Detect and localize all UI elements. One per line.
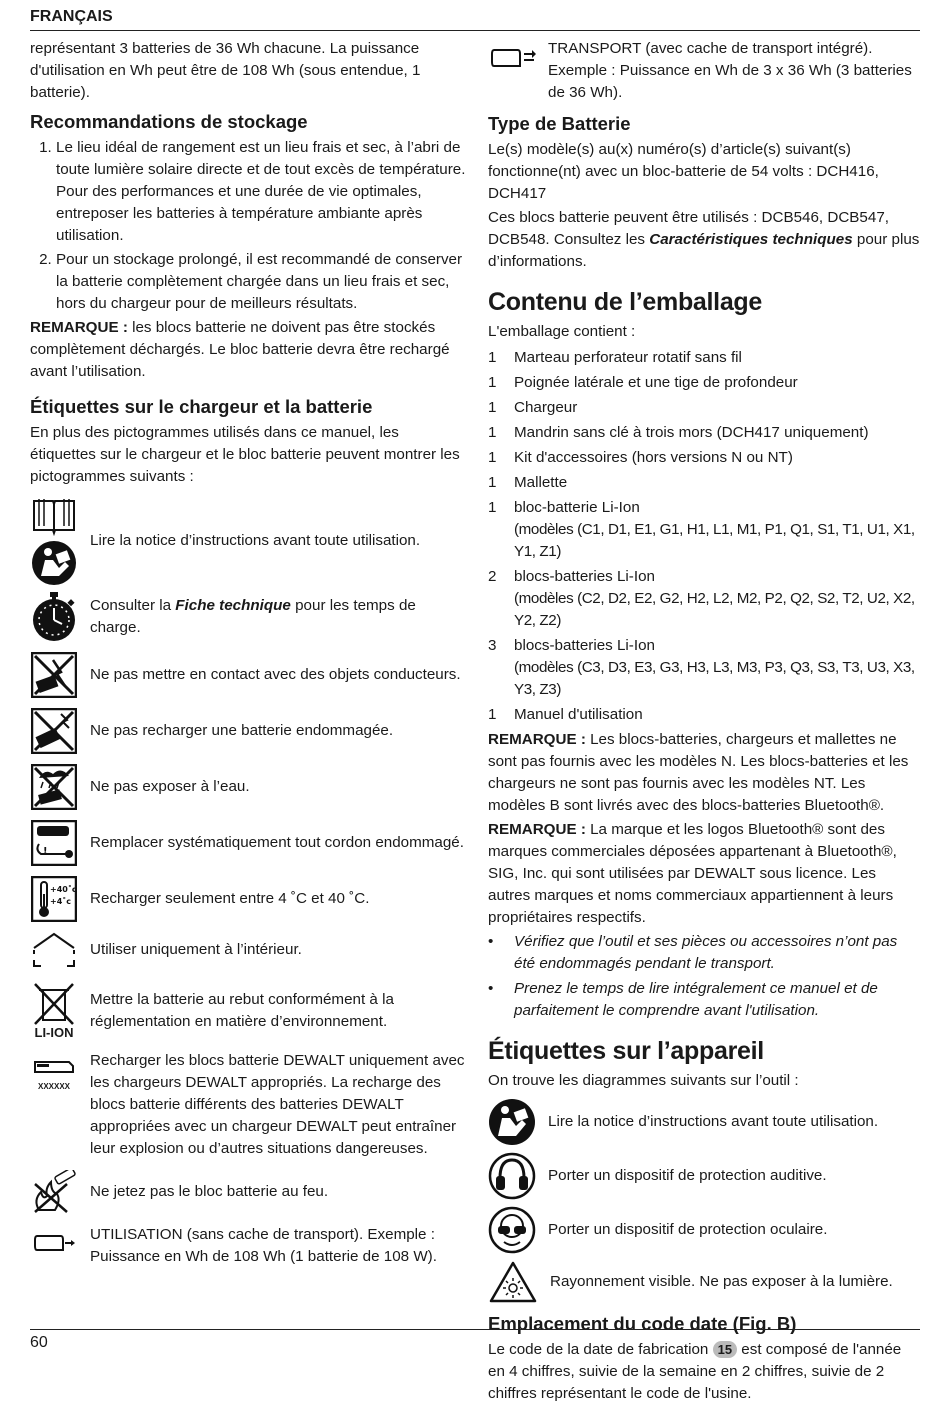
- storage-note: [30, 317, 466, 383]
- battery-type-compat: Ces blocs batterie peuvent être utilisés : DCB546, DCB547, DCB548. Consultez les Caractéristiques techniques pour plus d’informations.: [488, 209, 920, 270]
- battery-type-heading: Type de Batterie: [488, 113, 631, 134]
- bullet-item: • Prenez le temps de lire intégralement ce manuel et de parfaitement le comprendre avant l'utilisation.: [488, 978, 922, 1022]
- package-item: 1 Mallette: [488, 474, 568, 491]
- package-item: 1 Marteau perforateur rotatif sans fil: [488, 349, 742, 366]
- language-label: FRANÇAIS: [30, 8, 113, 25]
- eye-protection-icon: [488, 1206, 536, 1254]
- package-item: 1 Mandrin sans clé à trois mors (DCH417 uniquement): [488, 424, 869, 441]
- device-picto-radiation: [488, 1260, 922, 1304]
- read-manual-icon: [488, 1098, 536, 1146]
- package-item: 2 blocs-batteries Li-Ion (modèles (C2, D2, E2, G2, H2, L2, M2, P2, Q2, S2, T2, U2, X2, Y2, Z2): [488, 568, 915, 629]
- note-text: les blocs batterie ne doivent pas être stockés complètement déchargés. Le bloc batterie devra être rechargé avant l’utilisation.: [30, 319, 450, 380]
- package-note-2: REMARQUE : La marque et les logos Bluetooth® sont des marques commerciales déposées appartenant à Bluetooth®, SIG, Inc. qui sont utilisées par DEWALT sous licence. Les autres marques et noms commerciaux appartiennent à leurs propriétaires respectifs.: [488, 821, 897, 926]
- picto-recycle: [30, 982, 466, 1040]
- picto-text: Ne pas exposer à l’eau.: [90, 778, 250, 795]
- picto-text: Utiliser uniquement à l’intérieur.: [90, 941, 302, 958]
- picto-no-fire: [30, 1170, 466, 1214]
- picto-no-conductive: [30, 652, 466, 698]
- figure-callout-badge: 15: [713, 1341, 737, 1358]
- visible-radiation-warning-icon: [488, 1260, 538, 1304]
- package-list: [488, 347, 922, 726]
- picto-usage: [30, 1224, 466, 1268]
- device-picto-hearing: [488, 1152, 922, 1200]
- picto-indoor-only: [30, 932, 466, 968]
- indoor-house-icon: [31, 932, 77, 968]
- package-item: 3 blocs-batteries Li-Ion (modèles (C3, D3, E3, G3, H3, L3, M3, P3, Q3, S3, T3, U3, X3, Y3, Z3): [488, 637, 915, 698]
- technical-sheet-link-text: Fiche technique: [175, 597, 291, 614]
- device-picto-eye: [488, 1206, 922, 1254]
- ear-protection-icon: [488, 1152, 536, 1200]
- no-conductive-objects-icon: [31, 652, 77, 698]
- specs-link-text: Caractéristiques techniques: [649, 231, 853, 248]
- picto-damaged-battery: [30, 708, 466, 754]
- page-footer: [30, 1329, 920, 1354]
- package-item: 1 bloc-batterie Li-Ion (modèles (C1, D1, E1, G1, H1, L1, M1, P1, Q1, S1, T1, U1, X1, Y1, Z1): [488, 499, 915, 560]
- note-label: REMARQUE :: [30, 319, 128, 336]
- right-column: [488, 38, 922, 1407]
- picto-text: Lire la notice d’instructions avant toute utilisation.: [548, 1113, 879, 1130]
- battery-transport-icon: [488, 44, 538, 72]
- read-manual-icon: [31, 540, 77, 586]
- bullet-marker: •: [488, 980, 494, 997]
- picto-read-manual: [30, 496, 466, 586]
- manual-book-icon: [31, 496, 77, 536]
- picto-no-water: [30, 764, 466, 810]
- model-code-label: XXXXXX: [37, 1082, 70, 1091]
- damaged-cord-icon: [31, 820, 77, 866]
- picto-text: Ne pas recharger une batterie endommagée.: [90, 722, 394, 739]
- picto-text: Consulter la Fiche technique pour les temps de charge.: [90, 597, 416, 636]
- picto-text: Remplacer systématiquement tout cordon endommagé.: [90, 834, 464, 851]
- svg-text:!: !: [43, 846, 48, 857]
- picto-text: Porter un dispositif de protection auditive.: [548, 1167, 827, 1184]
- intro-paragraph: représentant 3 batteries de 36 Wh chacune. La puissance d'utilisation en Wh peut être de 108 Wh (sous entendue, 1 batterie).: [30, 40, 421, 101]
- li-ion-label: LI-ION: [34, 1025, 74, 1040]
- picto-text: Recharger seulement entre 4 ˚C et 40 ˚C.: [90, 890, 370, 907]
- picto-text: Ne pas mettre en contact avec des objets conducteurs.: [90, 666, 461, 683]
- damaged-battery-icon: [31, 708, 77, 754]
- package-bullets: [488, 931, 922, 1022]
- package-item: 1 Poignée latérale et une tige de profondeur: [488, 374, 798, 391]
- picto-temperature: [30, 876, 466, 922]
- picto-text: Lire la notice d’instructions avant toute utilisation.: [90, 532, 421, 549]
- package-item: 1 Manuel d'utilisation: [488, 706, 643, 723]
- battery-usage-icon: [31, 1230, 77, 1256]
- thermometer-icon: [31, 876, 77, 922]
- device-picto-read-manual: [488, 1098, 922, 1146]
- date-code-text: Le code de la date de fabrication 15 est composé de l'année en 4 chiffres, suivie de la semaine en 2 chiffres, suivie de 2 chiffres représentant le code de l'usine.: [488, 1341, 902, 1402]
- picto-text: UTILISATION (sans cache de transport). Exemple : Puissance en Wh de 108 Wh (1 batterie de 108 W).: [90, 1226, 437, 1265]
- page-number: 60: [30, 1334, 48, 1351]
- package-intro: L'emballage contient :: [488, 323, 636, 340]
- storage-item: 2. Pour un stockage prolongé, il est recommandé de conserver la batterie complètement chargée dans un lieu frais et sec, hors du chargeur pour de meilleurs résultats.: [56, 249, 466, 315]
- date-code-heading: Emplacement du code date (Fig. B): [488, 1313, 797, 1334]
- picto-transport: [488, 38, 922, 104]
- battery-type-text: Le(s) modèle(s) au(x) numéro(s) d’article(s) suivant(s) fonctionne(nt) avec un bloc-batterie de 54 volts : DCH416, DCH417: [488, 141, 879, 202]
- storage-list: [30, 137, 466, 315]
- battery-charger-icon: [31, 1056, 77, 1082]
- icon-temp-top: +40˚c: [50, 885, 77, 894]
- left-column: [30, 38, 466, 1272]
- stopwatch-icon: [31, 592, 77, 642]
- picto-damaged-cord: [30, 820, 466, 866]
- crossed-bin-icon: [31, 982, 77, 1026]
- package-note-1: REMARQUE : Les blocs-batteries, chargeurs et mallettes ne sont pas fournis avec les modèles N. Les blocs-batteries et les chargeurs ne sont pas fournis avec les modèles NT. Les modèles B sont livrés avec des blocs-batteries Bluetooth®.: [488, 731, 909, 814]
- labels-intro: En plus des pictogrammes utilisés dans ce manuel, les étiquettes sur le chargeur et le bloc batterie peuvent montrer les pictogrammes suivants :: [30, 424, 460, 485]
- no-fire-icon: [31, 1170, 77, 1214]
- storage-item: 1. Le lieu idéal de rangement est un lieu frais et sec, à l’abri de toute lumière solaire directe et de tout excès de température. Pour des performances et une durée de vie optimales, entreposer les batteries à température ambiante après utilisation.: [56, 137, 466, 247]
- device-labels-heading: Étiquettes sur l’appareil: [488, 1037, 764, 1065]
- picto-text: Mettre la batterie au rebut conformément à la réglementation en matière d’environnement.: [90, 991, 394, 1030]
- transport-text: TRANSPORT (avec cache de transport intégré). Exemple : Puissance en Wh de 3 x 36 Wh (3 batteries de 36 Wh).: [548, 40, 912, 101]
- picto-text: Rayonnement visible. Ne pas exposer à la lumière.: [550, 1273, 893, 1290]
- picto-technical-sheet: [30, 592, 466, 642]
- icon-temp-bottom: +4˚c: [50, 897, 72, 906]
- picto-text: Ne jetez pas le bloc batterie au feu.: [90, 1183, 329, 1200]
- picto-text: Recharger les blocs batterie DEWALT uniquement avec les chargeurs DEWALT appropriés. La recharge des blocs batterie différents des batteries DEWALT appropriées avec un chargeur DEWALT peut entraîner leur explosion ou d’autres situations dangereuses.: [90, 1052, 465, 1157]
- no-water-icon: [31, 764, 77, 810]
- device-labels-intro: On trouve les diagrammes suivants sur l’outil :: [488, 1072, 799, 1089]
- package-item: 1 Kit d'accessoires (hors versions N ou NT): [488, 449, 793, 466]
- package-item: 1 Chargeur: [488, 399, 578, 416]
- storage-heading: Recommandations de stockage: [30, 111, 308, 132]
- page-header: [30, 6, 920, 31]
- labels-heading: Étiquettes sur le chargeur et la batterie: [30, 396, 373, 417]
- bullet-item: • Vérifiez que l’outil et ses pièces ou accessoires n’ont pas été endommagés pendant le transport.: [488, 931, 922, 975]
- package-heading: Contenu de l’emballage: [488, 288, 763, 316]
- picto-dewalt-charger: [30, 1050, 466, 1160]
- bullet-marker: •: [488, 933, 494, 950]
- picto-text: Porter un dispositif de protection oculaire.: [548, 1221, 828, 1238]
